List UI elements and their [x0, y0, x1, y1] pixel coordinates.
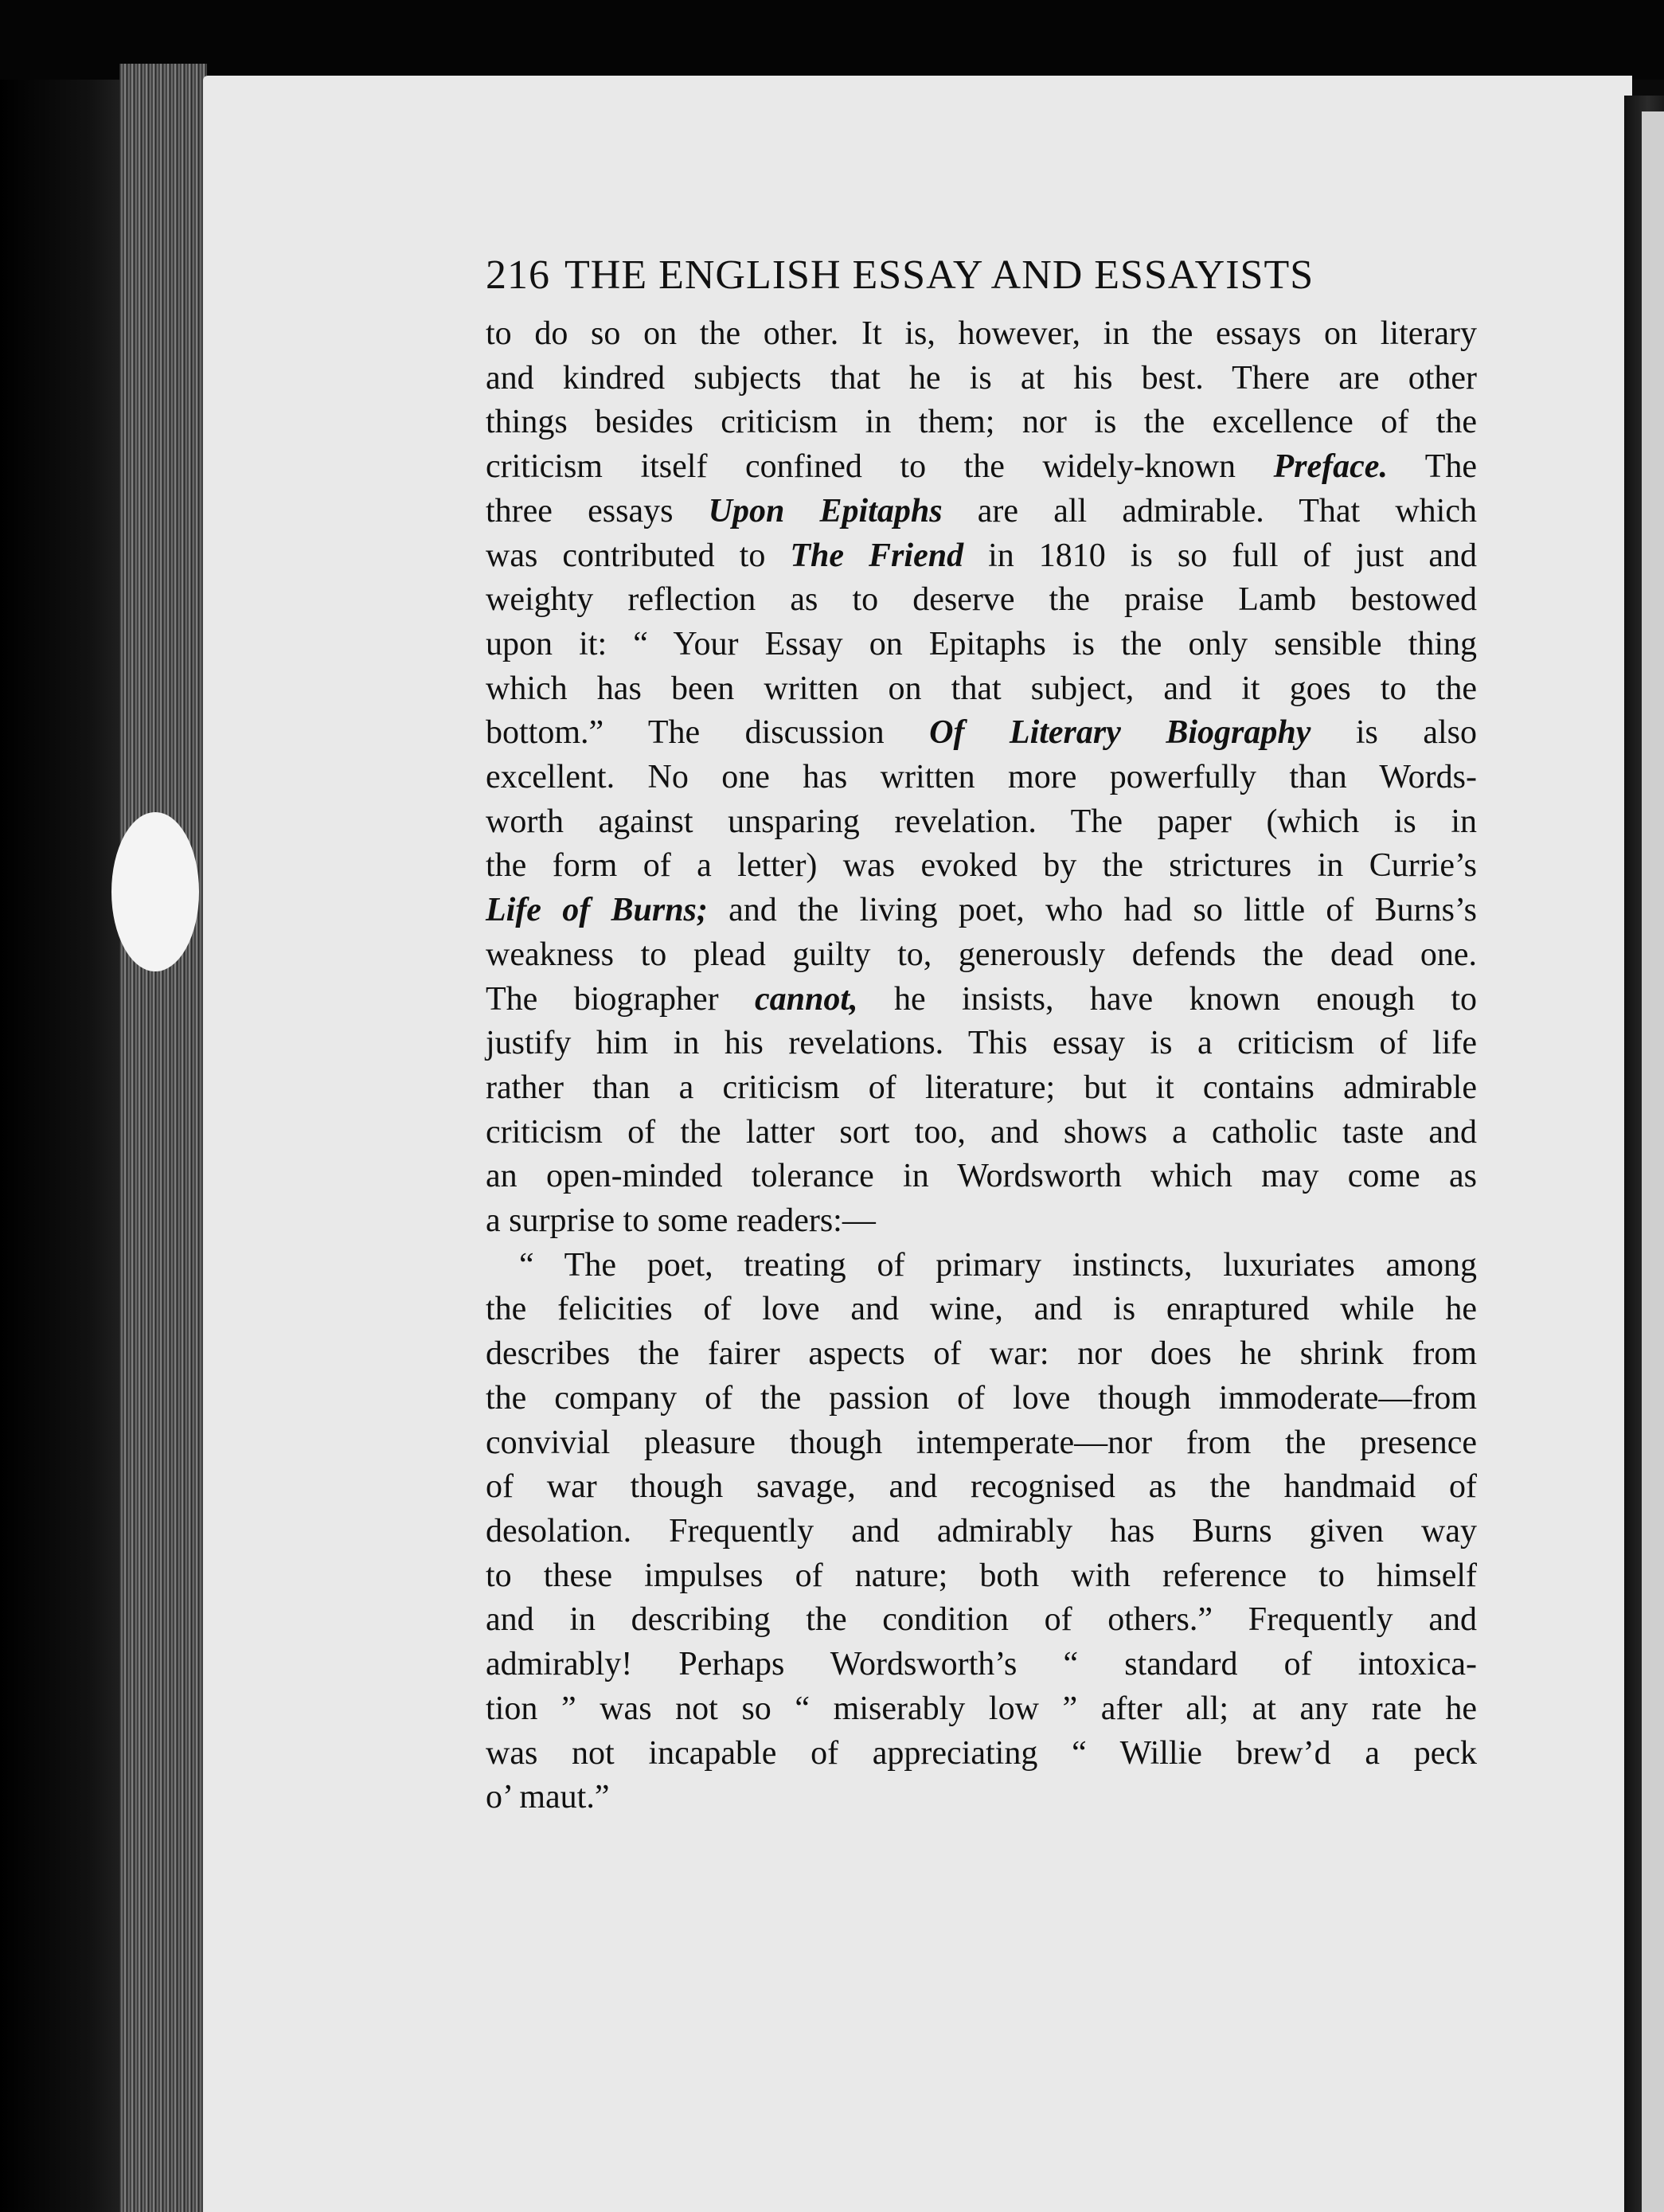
text-line	[486, 756, 1477, 800]
text-segment: o’ maut.”	[486, 1779, 610, 1816]
text-segment: he insists, have known enough to	[857, 980, 1477, 1018]
text-segment: to do so on the other. It is, however, in the essays on literary	[486, 315, 1477, 352]
text-segment: was contributed to	[486, 537, 791, 574]
text-line	[486, 578, 1477, 623]
text-segment: rather than a criticism of literature; but it contains admirable	[486, 1069, 1477, 1106]
text-line	[486, 1687, 1477, 1732]
text-line	[486, 1066, 1477, 1111]
text-line	[486, 1155, 1477, 1199]
text-segment: was not incapable of appreciating “ Willie brew’d a peck	[486, 1734, 1477, 1772]
text-segment: and in describing the condition of others.” Frequently and	[486, 1601, 1477, 1639]
text-line	[486, 1199, 1477, 1244]
text-segment: things besides criticism in them; nor is the excellence of the	[486, 404, 1477, 441]
text-line	[486, 1288, 1477, 1332]
text-line	[486, 1598, 1477, 1643]
text-line	[486, 1510, 1477, 1554]
text-line	[486, 1554, 1477, 1599]
text-line	[486, 1421, 1477, 1466]
text-line	[486, 1377, 1477, 1421]
text-segment: are all admirable. That which	[942, 492, 1477, 530]
text-segment: criticism of the latter sort too, and shows a catholic taste and	[486, 1113, 1477, 1151]
text-segment: upon it: “ Your Essay on Epitaphs is the only sensible thing	[486, 625, 1477, 662]
italic-title: Life of Burns;	[486, 892, 708, 929]
text-segment: admirably! Perhaps Wordsworth’s “ standard of intoxica-	[486, 1646, 1477, 1683]
text-segment: and kindred subjects that he is at his best. There are other	[486, 359, 1477, 397]
text-segment: desolation. Frequently and admirably has Burns given way	[486, 1512, 1477, 1550]
text-line	[486, 1244, 1477, 1288]
text-line	[486, 800, 1477, 845]
book-edge-shadow	[0, 0, 127, 2212]
italic-title: Upon Epitaphs	[708, 492, 943, 530]
text-segment: which has been written on that subject, and it goes to the	[486, 670, 1477, 707]
page-number: 216	[486, 252, 550, 298]
next-page-sliver	[1642, 111, 1664, 2212]
text-segment: and the living poet, who had so little of Burns’s	[707, 892, 1477, 929]
text-line	[486, 1465, 1477, 1510]
text-line	[486, 1332, 1477, 1377]
text-line	[486, 978, 1477, 1022]
text-line	[486, 711, 1477, 756]
text-segment: bottom.” The discussion	[486, 714, 930, 752]
text-segment: is also	[1310, 714, 1478, 752]
italic-title: The Friend	[790, 537, 964, 574]
text-line	[486, 1022, 1477, 1066]
text-segment: in 1810 is so full of just and	[963, 537, 1477, 574]
text-line	[486, 667, 1477, 712]
text-segment: the form of a letter) was evoked by the strictures in Currie’s	[486, 847, 1477, 885]
text-segment: a surprise to some readers:—	[486, 1202, 876, 1240]
scan-border-top	[0, 0, 1664, 80]
text-segment: The biographer	[486, 980, 756, 1018]
book-page-edges	[119, 64, 207, 2212]
text-line	[486, 401, 1477, 445]
text-line	[486, 933, 1477, 978]
text-line	[486, 490, 1477, 534]
text-line	[486, 534, 1477, 579]
text-line	[486, 889, 1477, 933]
text-segment: excellent. No one has written more powerfully than Words-	[486, 759, 1477, 796]
text-segment: of war though savage, and recognised as the handmaid of	[486, 1468, 1477, 1506]
italic-title: cannot,	[755, 980, 858, 1018]
page-text-block	[486, 239, 1477, 1820]
italic-title: Preface.	[1273, 448, 1388, 486]
text-segment: the felicities of love and wine, and is enraptured while he	[486, 1291, 1477, 1328]
text-segment: weakness to plead guilty to, generously defends the dead one.	[486, 936, 1477, 973]
text-line	[486, 1111, 1477, 1155]
text-segment: The	[1387, 448, 1477, 486]
text-line	[486, 445, 1477, 490]
text-segment: an open-minded tolerance in Wordsworth which may come as	[486, 1158, 1477, 1195]
text-segment: “ The poet, treating of primary instincts, luxuriates among	[519, 1246, 1477, 1284]
text-segment: tion ” was not so “ miserably low ” after all; at any rate he	[486, 1690, 1477, 1727]
text-segment: describes the fairer aspects of war: nor does he shrink from	[486, 1335, 1477, 1373]
text-segment: worth against unsparing revelation. The paper (which is in	[486, 803, 1477, 840]
text-segment: criticism itself confined to the widely-known	[486, 448, 1274, 486]
body-text	[486, 312, 1477, 1820]
text-segment: convivial pleasure though intemperate—nor from the presence	[486, 1424, 1477, 1461]
running-title: THE ENGLISH ESSAY AND ESSAYISTS	[564, 252, 1314, 298]
scan-artifact	[111, 812, 199, 971]
text-line	[486, 357, 1477, 401]
text-segment: justify him in his revelations. This essay is a criticism of life	[486, 1025, 1477, 1062]
running-head	[486, 239, 1477, 312]
text-line	[486, 844, 1477, 889]
text-line	[486, 312, 1477, 357]
text-line	[486, 623, 1477, 667]
text-segment: three essays	[486, 492, 709, 530]
italic-title: Of Literary Biography	[929, 714, 1311, 752]
text-segment: weighty reflection as to deserve the praise Lamb bestowed	[486, 581, 1477, 619]
text-segment: the company of the passion of love though immoderate—from	[486, 1379, 1477, 1417]
text-segment: to these impulses of nature; both with reference to himself	[486, 1557, 1477, 1594]
text-line	[486, 1643, 1477, 1687]
text-line	[486, 1776, 1477, 1820]
text-line	[486, 1732, 1477, 1776]
